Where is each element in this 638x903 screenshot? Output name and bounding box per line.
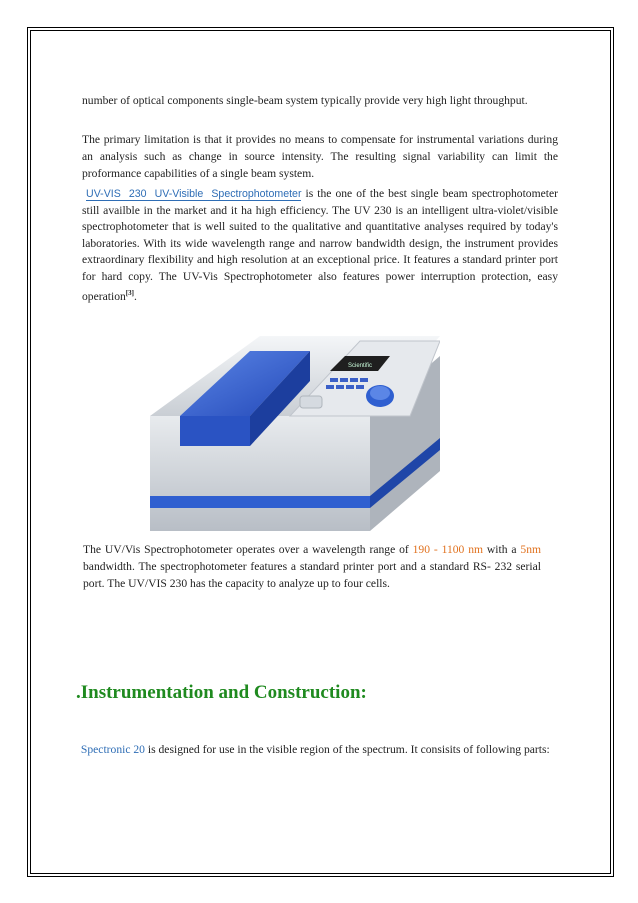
paragraph-3 — [82, 186, 558, 305]
bandwidth-value: 5nm — [520, 543, 542, 556]
paragraph-5 — [78, 741, 558, 758]
uv-vis-230-link[interactable]: UV-VIS 230 UV-Visible Spectrophotometer — [86, 188, 302, 200]
paragraph-1-text: number of optical components single-beam system typically provide very high light throughput. — [82, 94, 528, 107]
spectrophotometer-illustration — [140, 296, 440, 536]
paragraph-3-end: . — [133, 289, 137, 303]
paragraph-4-text-c: bandwidth. The spectrophotometer features a standard printer port and a standard RS- 232 serial port. The UV/VIS 230 has the capacity to analyze up to four cells. — [83, 560, 541, 590]
paragraph-4-text-b: with a — [483, 543, 521, 556]
spectronic-20-link[interactable]: Spectronic 20 — [80, 743, 145, 756]
printer-slot — [300, 396, 322, 408]
paragraph-2 — [82, 131, 558, 182]
paragraph-4-text-a: The UV/Vis Spectrophotometer operates over a wavelength range of — [83, 543, 413, 556]
section-heading: .Instrumentation and Construction: — [76, 682, 367, 703]
paragraph-2-text: The primary limitation is that it provides no means to compensate for instrumental variations during an analysis such as change in source intensity. The resulting signal variability can limit the proformance capabilities of a single beam system. — [82, 133, 558, 180]
device-blue-stripe — [150, 496, 370, 508]
paragraph-3-text: is the one of the best single beam spectrophotometer still availble in the market and it ha high efficiency. The UV 230 is an intelligent ultra-violet/visible spectrophotometer that is well suited to the qualitative and quantitative analyses required by today's laboratories. With its wide wavelength range and narrow bandwidth design, the instrument provides extraordinary flexibility and high resolution at an exceptional price. It features a standard printer port for hard copy. The UV-Vis Spectrophotometer also features power interruption protection, easy operation — [82, 187, 558, 303]
reference-marker: [3] — [125, 289, 134, 297]
paragraph-5-text: is designed for use in the visible region of the spectrum. It consisits of following parts: — [144, 743, 550, 756]
display-text: Scientific — [348, 363, 373, 369]
paragraph-1 — [82, 92, 558, 109]
spectrophotometer-image — [140, 296, 440, 536]
paragraph-4 — [83, 541, 541, 592]
wavelength-range: 190 - 1100 nm — [412, 543, 484, 556]
